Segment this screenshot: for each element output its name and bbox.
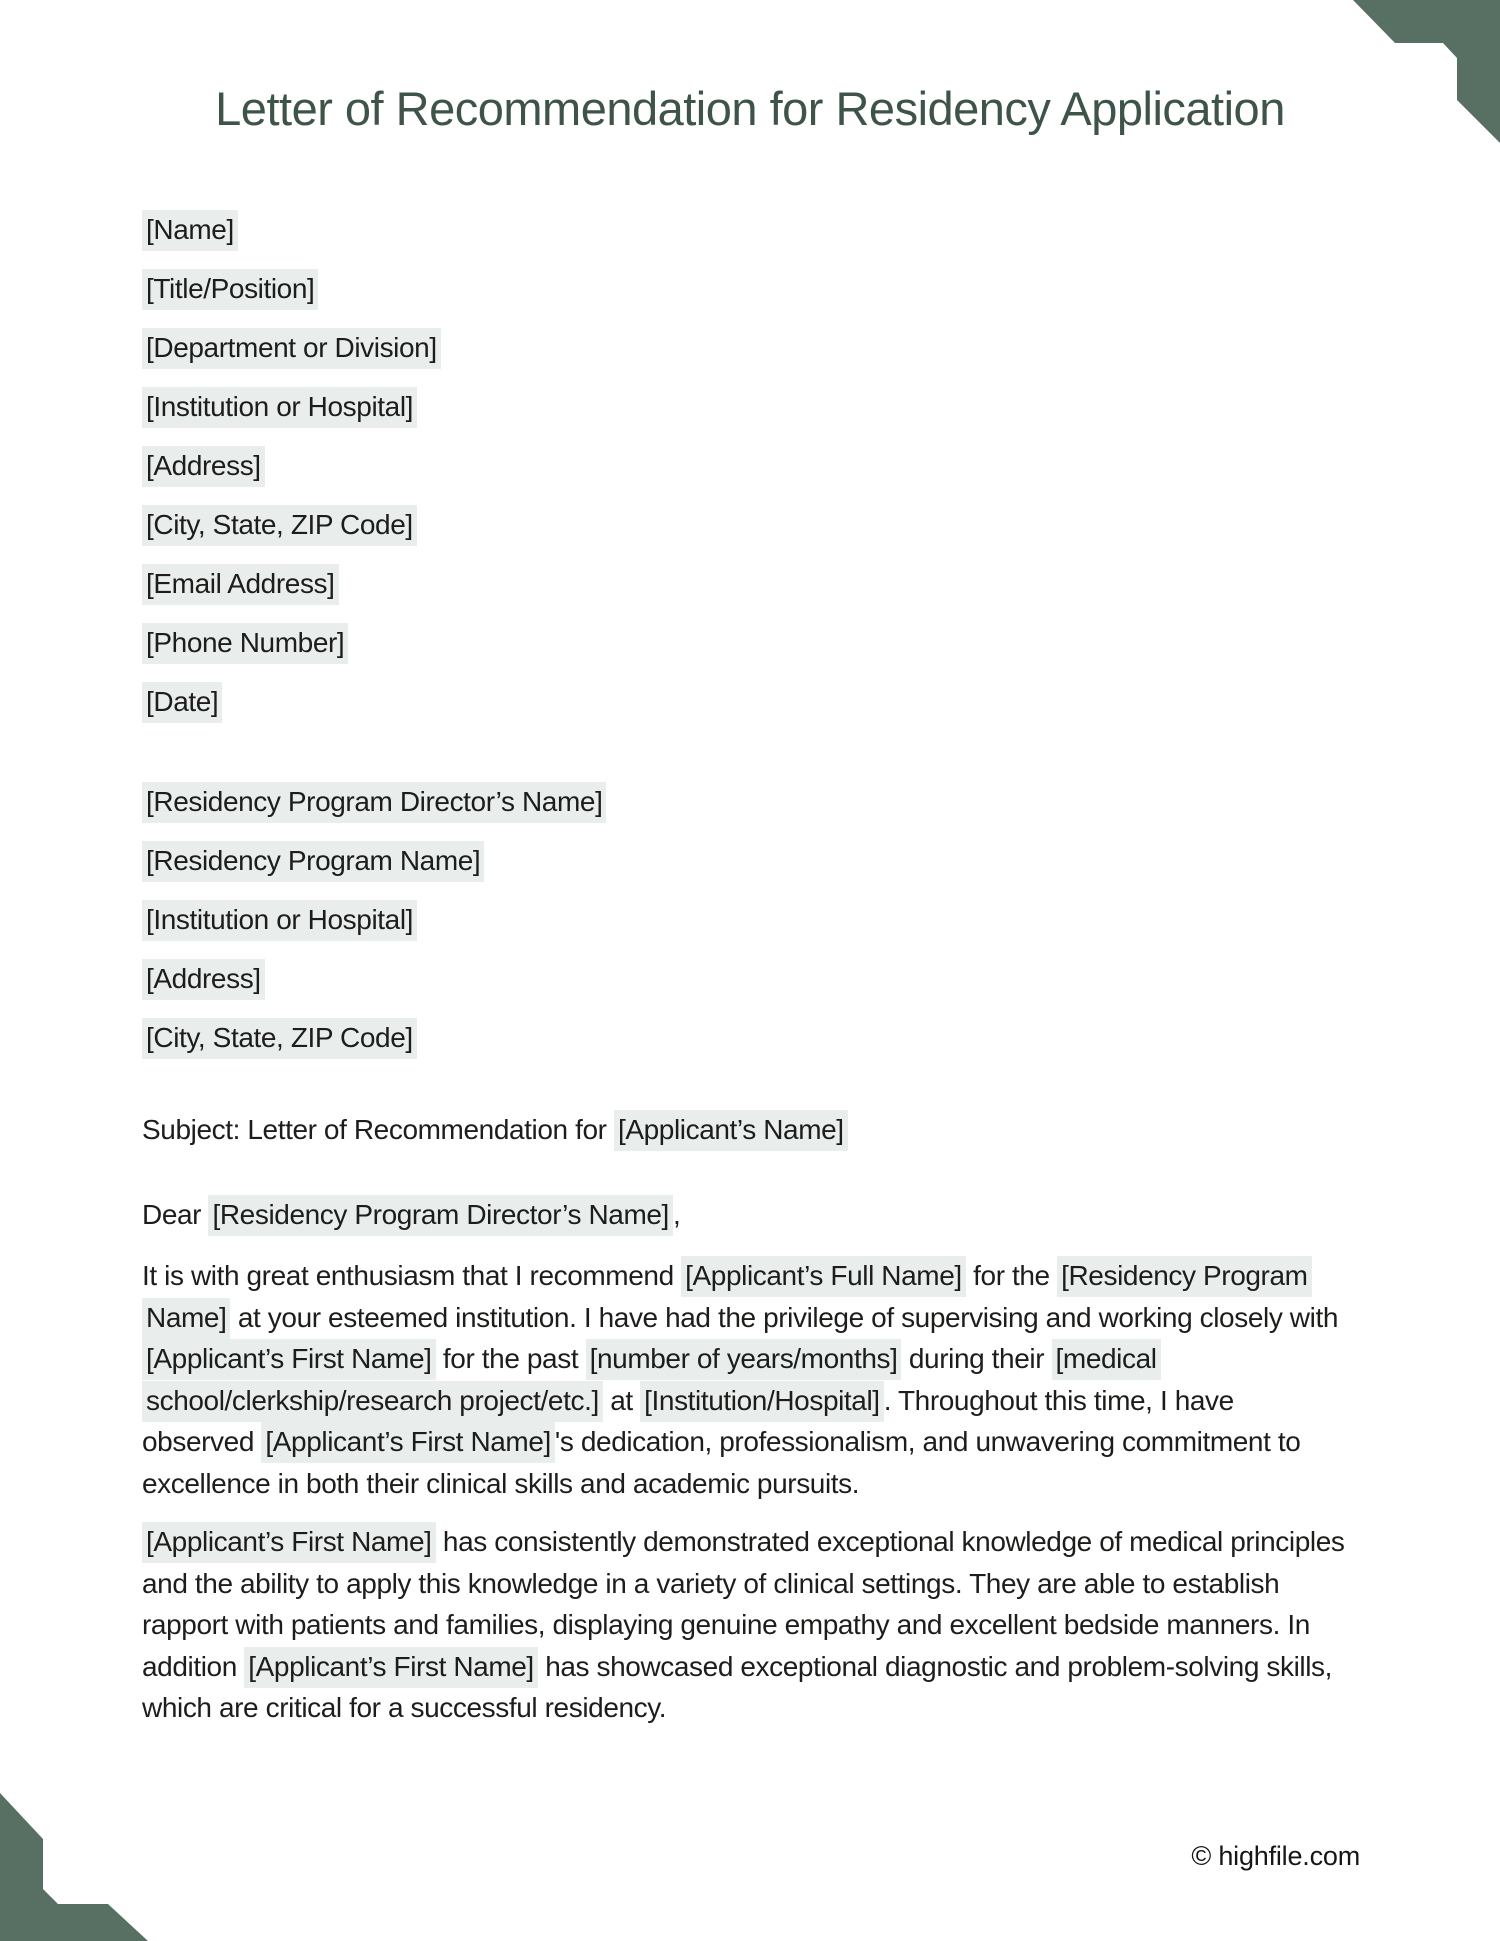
paragraph [142,1255,1442,1504]
placeholder-field: [Applicant’s Name] [614,1110,848,1151]
placeholder-field: [Applicant’s First Name] [142,1339,436,1380]
placeholder-field: Name] [142,1298,230,1339]
placeholder-field: [Phone Number] [142,623,348,664]
paragraph-line [142,1604,1442,1646]
address-line [142,958,606,999]
placeholder-field: [Address] [142,446,265,487]
text-run: for the [965,1260,1058,1291]
address-line [142,622,441,663]
placeholder-field: [City, State, ZIP Code] [142,1018,417,1059]
text-run: . Throughout this time, I have [883,1384,1234,1416]
text-run: during their [901,1343,1052,1374]
placeholder-field: [Residency Program Director’s Name] [208,1195,672,1236]
placeholder-field: [Residency Program Name] [142,841,484,882]
address-line [142,209,441,250]
placeholder-field: [Institution or Hospital] [142,900,417,941]
placeholder-field: [Institution/Hospital] [640,1381,884,1422]
placeholder-field: [Date] [142,682,222,723]
page-title: Letter of Recommendation for Residency Application [215,82,1285,135]
placeholder-field: school/clerkship/research project/etc.] [142,1381,603,1422]
text-run: has showcased exceptional diagnostic and problem-solving skills, [537,1650,1333,1682]
address-line [142,504,441,545]
letter-body [142,1255,1442,1746]
text-run: rapport with patients and families, displaying genuine empathy and excellent bedside manners. In [142,1609,1310,1640]
placeholder-field: [Applicant’s First Name] [244,1647,538,1688]
text-run: for the past [435,1343,586,1374]
placeholder-field: [number of years/months] [586,1339,902,1380]
address-line [142,781,606,822]
paragraph-line [142,1380,1442,1422]
paragraph-line [142,1521,1442,1563]
text-run: and the ability to apply this knowledge in a variety of clinical settings. They are able to establish [142,1567,1280,1599]
placeholder-field: [Residency Program [1057,1256,1311,1297]
text-run: observed [142,1426,262,1457]
address-line [142,445,441,486]
placeholder-field: [Name] [142,210,238,251]
placeholder-field: [Applicant’s First Name] [142,1522,436,1563]
salutation-line [142,1194,680,1235]
paragraph-line [142,1255,1442,1297]
address-line [142,386,441,427]
placeholder-field: [Address] [142,959,265,1000]
paragraph-line [142,1563,1442,1605]
address-line [142,840,606,881]
address-line [142,327,441,368]
placeholder-field: [Title/Position] [142,269,318,310]
text-run: Dear [142,1199,209,1230]
placeholder-field: [medical [1052,1339,1161,1380]
text-run: at your esteemed institution. I have had the privilege of supervising and working closely with [230,1301,1338,1333]
text-run: has consistently demonstrated exceptional knowledge of medical principles [435,1526,1345,1557]
text-run: excellence in both their clinical skills and academic pursuits. [142,1467,860,1499]
paragraph-line [142,1421,1442,1463]
text-run: addition [142,1650,245,1682]
subject-line [142,1109,848,1150]
paragraph-line [142,1463,1442,1505]
text-run: It is with great enthusiasm that I recommend [142,1260,682,1291]
placeholder-field: [Department or Division] [142,328,441,369]
address-line [142,563,441,604]
placeholder-field: [Email Address] [142,564,339,605]
footer-credit: © highfile.com [1191,1841,1360,1871]
sender-address-block [142,209,441,740]
paragraph-line [142,1646,1442,1688]
placeholder-field: [Institution or Hospital] [142,387,417,428]
placeholder-field: [City, State, ZIP Code] [142,505,417,546]
paragraph-line [142,1687,1442,1729]
placeholder-field: [Applicant’s First Name] [261,1422,555,1463]
address-line [142,268,441,309]
address-line [142,681,441,722]
recipient-address-block [142,781,606,1076]
placeholder-field: [Applicant’s Full Name] [681,1256,966,1297]
address-line [142,1017,606,1058]
placeholder-field: [Residency Program Director’s Name] [142,782,606,823]
text-run: , [672,1199,681,1230]
text-run: which are critical for a successful residency. [142,1692,667,1723]
paragraph-line [142,1338,1442,1380]
paragraph-line [142,1297,1442,1339]
text-run: 's dedication, professionalism, and unwavering commitment to [554,1426,1301,1457]
paragraph [142,1521,1442,1729]
text-run: at [602,1384,641,1416]
text-run: Subject: Letter of Recommendation for [142,1114,614,1145]
address-line [142,899,606,940]
bottom-left-corner-decoration [0,1793,148,1941]
